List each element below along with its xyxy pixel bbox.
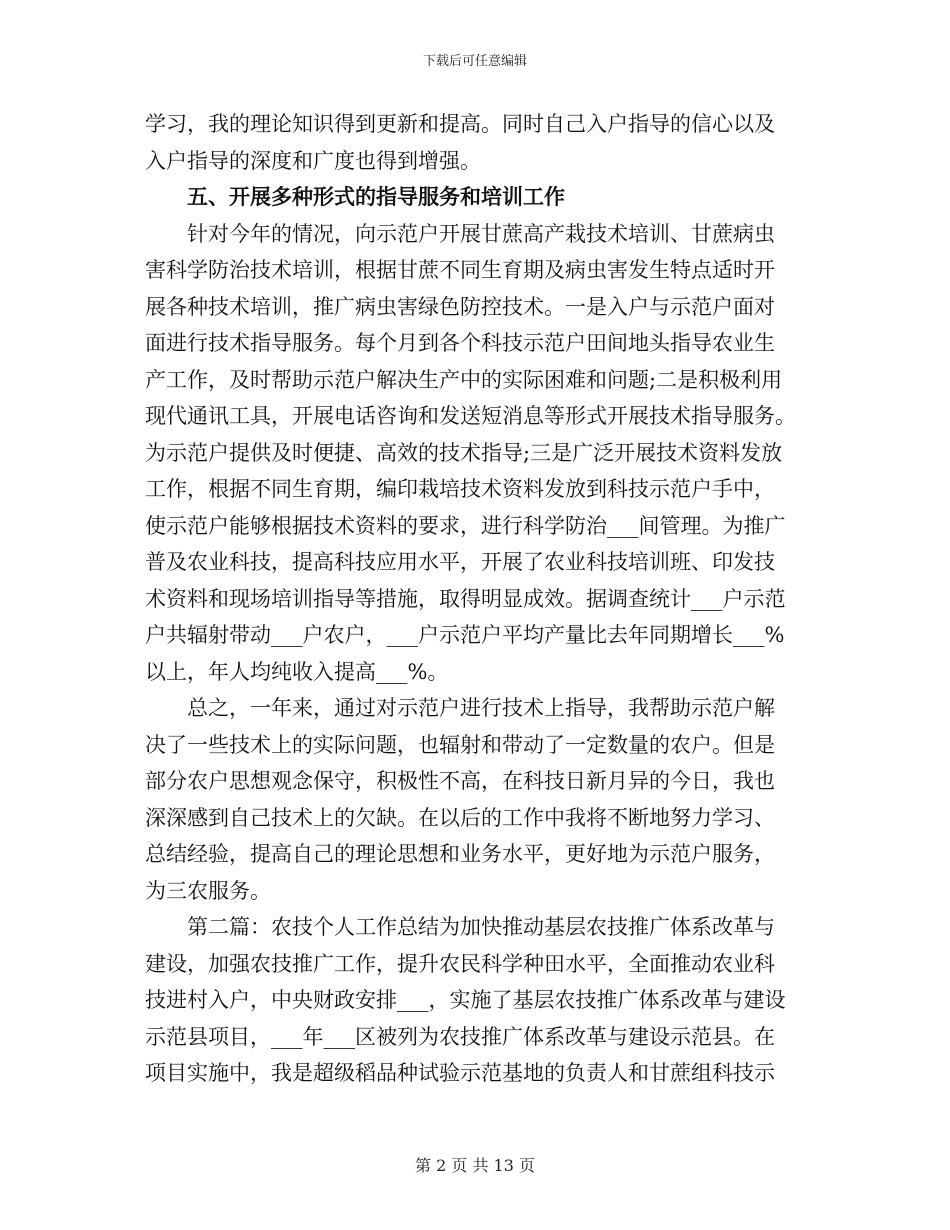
text-line: 面进行技术指导服务。每个月到各个科技示范户田间地头指导农业生 xyxy=(145,331,775,355)
section-heading: 五、开展多种形式的指导服务和培训工作 xyxy=(187,184,565,209)
text-line: 入户指导的深度和广度也得到增强。 xyxy=(145,148,481,173)
text-line: 深深感到自己技术上的欠缺。在以后的工作中我将不断地努力学习、 xyxy=(145,805,775,830)
text-line: 产工作，及时帮助示范户解决生产中的实际困难和问题;二是积极利用 xyxy=(145,367,783,392)
text-line: 户共辐射带动___户农户，___户示范户平均产量比去年同期增长___% xyxy=(145,623,785,647)
text-line: 技进村入户，中央财政安排___，实施了基层农技推广体系改革与建设 xyxy=(145,988,786,1012)
text-line: 项目实施中，我是超级稻品种试验示范基地的负责人和甘蔗组科技示 xyxy=(145,1061,775,1085)
paragraph-start-line: 第二篇：农技个人工作总结为加快推动基层农技推广体系改革与 xyxy=(187,915,775,939)
text-line: 普及农业科技，提高科技应用水平，开展了农业科技培训班、印发技 xyxy=(145,550,775,574)
text-line: 害科学防治技术培训，根据甘蔗不同生育期及病虫害发生特点适时开 xyxy=(145,258,775,282)
text-line: 建设，加强农技推广工作，提升农民科学种田水平，全面推动农业科 xyxy=(145,951,775,976)
text-line: 工作，根据不同生育期，编印栽培技术资料发放到科技示范户手中， xyxy=(145,477,775,501)
text-line: 示范县项目，___年___区被列为农技推广体系改革与建设示范县。在 xyxy=(145,1024,775,1049)
paragraph-start-line: 针对今年的情况，向示范户开展甘蔗高产栽技术培训、甘蔗病虫 xyxy=(187,221,775,246)
text-line: 术资料和现场培训指导等措施，取得明显成效。据调查统计___户示范 xyxy=(145,586,786,611)
text-line: 展各种技术培训，推广病虫害绿色防控技术。一是入户与示范户面对 xyxy=(145,294,775,319)
text-line: 决了一些技术上的实际问题，也辐射和带动了一定数量的农户。但是 xyxy=(145,732,775,757)
document-body xyxy=(145,106,810,1092)
text-line: 为三农服务。 xyxy=(145,878,271,903)
page-header: 下载后可任意编辑 xyxy=(422,54,527,69)
paragraph-start-line: 总之，一年来，通过对示范户进行技术上指导，我帮助示范户解 xyxy=(187,696,775,720)
text-line: 学习，我的理论知识得到更新和提高。同时自己入户指导的信心以及 xyxy=(145,112,775,136)
text-line: 以上，年人均纯收入提高___%。 xyxy=(145,659,449,684)
page-footer: 第 2 页 共 13 页 xyxy=(415,1156,535,1175)
text-line: 总结经验，提高自己的理论思想和业务水平，更好地为示范户服务， xyxy=(145,842,775,866)
text-line: 为示范户提供及时便捷、高效的技术指导;三是广泛开展技术资料发放 xyxy=(145,440,783,465)
text-line: 部分农户思想观念保守，积极性不高，在科技日新月异的今日，我也 xyxy=(145,769,775,793)
text-line: 使示范户能够根据技术资料的要求，进行科学防治___间管理。为推广 xyxy=(145,513,786,538)
text-line: 现代通讯工具，开展电话咨询和发送短消息等形式开展技术指导服务。 xyxy=(145,404,796,428)
